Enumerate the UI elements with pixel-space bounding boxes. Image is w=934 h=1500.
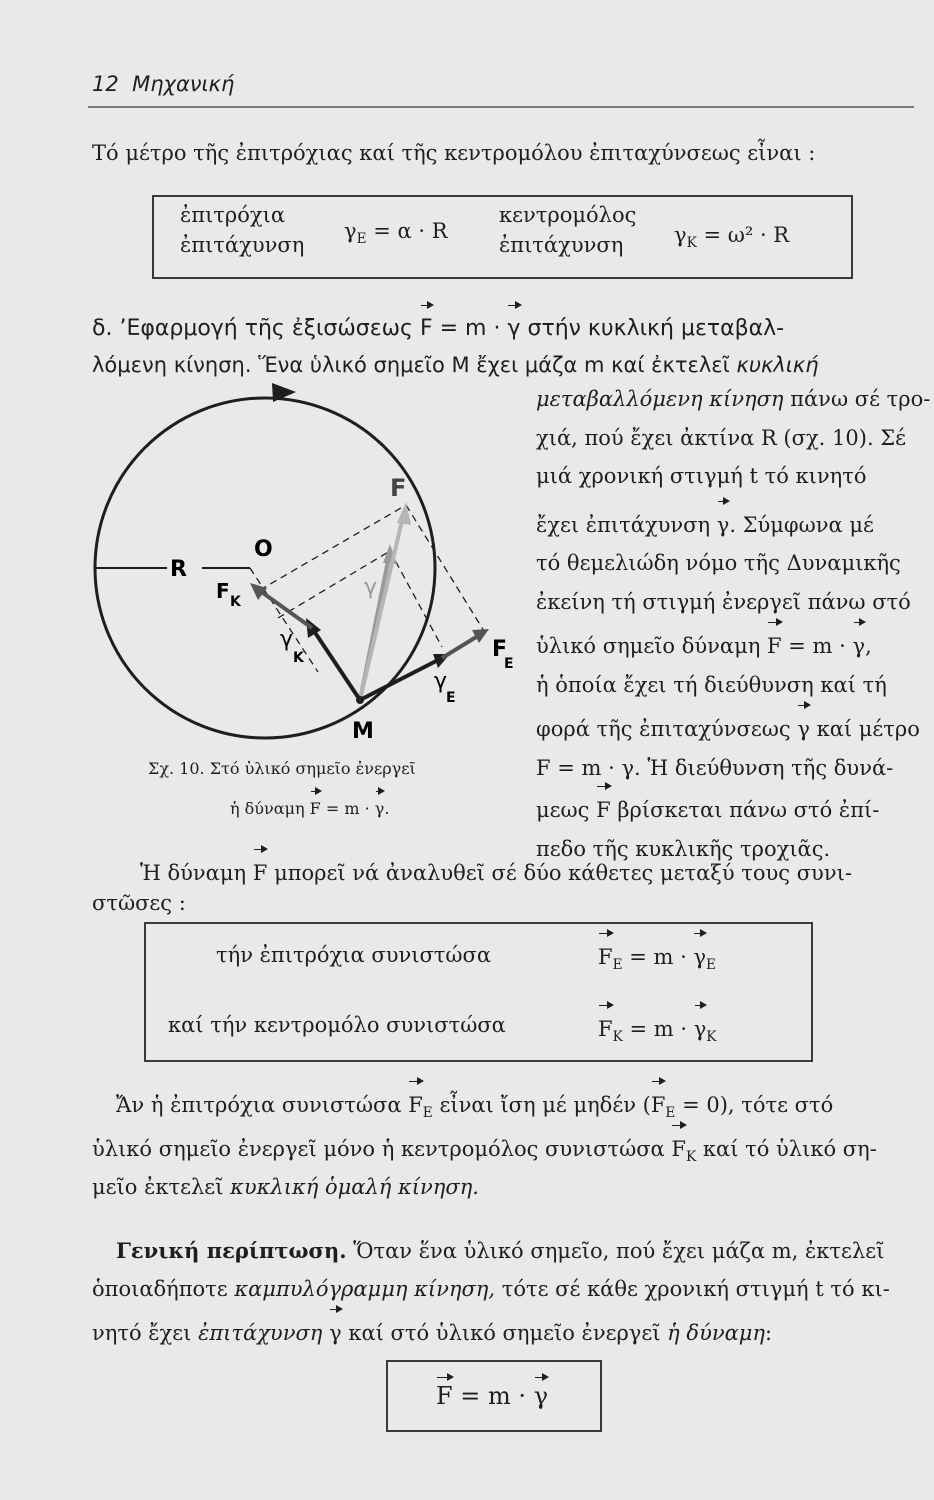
section-title: Μηχανική xyxy=(132,72,235,96)
label-gamma: γ xyxy=(364,575,378,600)
general-case-line2: ὁποιαδήποτε καμπυλόγραμμη κίνηση, τότε σέ κάθε χρονική στιγμή t τό κι- xyxy=(92,1277,890,1301)
newton-law-formula: F = m · γ xyxy=(436,1382,549,1410)
header-rule xyxy=(88,106,914,108)
label-gamma-e: γ xyxy=(434,669,448,694)
col-line: μεως F βρίσκεται πάνω στό ἐπί- xyxy=(536,787,908,830)
label-r: R xyxy=(170,557,187,582)
section-delta-line2: λόμενη κίνηση. Ἕνα ὑλικό σημεῖο Μ ἔχει μάζα m καί ἐκτελεῖ κυκλική xyxy=(92,353,819,377)
tangential-label-2: ἐπιτάχυνση xyxy=(180,233,305,257)
col-line: ὑλικό σημεῖο δύναμη F = m · γ, xyxy=(536,621,908,666)
figure-10-diagram xyxy=(90,380,520,760)
tangential-formula: $\gamma_E = \alpha \cdot R$ xyxy=(344,219,448,248)
col-line: φορά τῆς ἐπιταχύνσεως γ καί μέτρο xyxy=(536,704,908,749)
case-zero-line2: ὑλικό σημεῖο ἐνεργεῖ μόνο ἡ κεντρομόλος συνιστώσα $F_K$ καί τό ὑλικό ση- xyxy=(92,1130,877,1176)
centripetal-force-arrowhead xyxy=(250,583,267,600)
intro-text: Τό μέτρο τῆς ἐπιτρόχιας καί τῆς κεντρομόλου ἐπιταχύνσεως εἶναι : xyxy=(92,141,816,165)
newton-law-box xyxy=(386,1360,602,1432)
tangential-component-label: τήν ἐπιτρόχια συνιστώσα xyxy=(216,943,492,967)
centripetal-accel-vector xyxy=(312,628,360,700)
label-gamma-k-sub: K xyxy=(293,650,304,666)
tangential-component-formula: $F_E = m \cdot \gamma_E$ xyxy=(598,938,716,984)
magnitude-box xyxy=(152,195,853,279)
running-head xyxy=(92,72,234,96)
force-vector xyxy=(360,512,404,700)
label-fk-sub: K xyxy=(230,594,241,610)
col-line: ἔχει ἐπιτάχυνση γ. Σύμφωνα μέ xyxy=(536,496,908,545)
centripetal-component-formula: $F_K = m \cdot \gamma_K$ xyxy=(598,1010,716,1056)
label-m: M xyxy=(352,719,374,744)
point-m xyxy=(356,696,364,704)
label-gamma-k: γ xyxy=(280,627,294,652)
components-box xyxy=(144,922,813,1062)
col-line: τό θεμελιώδη νόμο τῆς Δυναμικῆς xyxy=(536,551,901,575)
label-gamma-e-sub: E xyxy=(446,690,456,706)
case-zero-line3: μεῖο ἐκτελεῖ κυκλική ὁμαλή κίνηση. xyxy=(92,1175,479,1199)
section-delta-heading: δ. ’Εφαρμογή τῆς ἐξισώσεως F = m · γ στήν κυκλική μεταβαλ- xyxy=(92,310,784,348)
label-f: F xyxy=(390,474,407,502)
label-fe-sub: E xyxy=(504,656,514,672)
col-line: ἡ ὁποία ἔχει τή διεύθυνση καί τή xyxy=(536,672,887,697)
figure-caption-line1: Σχ. 10. Στό ὑλικό σημεῖο ἐνεργεῖ xyxy=(148,759,416,778)
col-line: χιά, πού ἔχει ἀκτίνα R (σχ. 10). Σέ xyxy=(536,425,907,450)
general-case-line1: Γενική περίπτωση. Ὅταν ἕνα ὑλικό σημεῖο, πού ἔχει μάζα m, ἐκτελεῖ xyxy=(116,1238,885,1263)
force-arrowhead xyxy=(397,502,411,525)
decomposition-line2: στῶσες : xyxy=(92,891,186,915)
col-line: F = m · γ. Ἡ διεύθυνση τῆς δυνά- xyxy=(536,755,894,780)
centripetal-formula: $\gamma_K = \omega^2 \cdot R$ xyxy=(674,223,790,252)
tangential-accel-vector xyxy=(360,658,442,700)
label-fk: F xyxy=(216,579,230,603)
centripetal-label-2: ἐπιτάχυνση xyxy=(499,233,624,257)
label-o: O xyxy=(254,537,273,562)
label-fe: F xyxy=(492,637,508,662)
centripetal-component-label: καί τήν κεντρομόλο συνιστώσα xyxy=(168,1013,506,1037)
col-line: ἐκείνη τή στιγμή ἐνεργεῖ πάνω στό xyxy=(536,589,911,614)
decomposition-line1: Ἡ δύναμη F μπορεῖ νά ἀναλυθεῖ σέ δύο κάθετες μεταξύ τους συνι- xyxy=(140,854,852,892)
page-number: 12 xyxy=(92,72,119,96)
figure-caption-line2: ἡ δύναμη F = m · γ. xyxy=(230,796,389,822)
col-line: μιά χρονική στιγμή t τό κινητό xyxy=(536,464,867,488)
general-case-line3: νητό ἔχει ἐπιτάχυνση γ καί στό ὑλικό σημεῖο ἐνεργεῖ ἡ δύναμη: xyxy=(92,1314,772,1352)
centripetal-force-vector xyxy=(256,588,312,628)
case-zero-line1: Ἄν ἡ ἐπιτρόχια συνιστώσα $F_E$ εἶναι ἴση μέ μηδέν $(F_E = 0)$, τότε στό xyxy=(116,1086,833,1132)
right-column xyxy=(536,380,931,868)
tangential-force-vector xyxy=(442,634,481,658)
col-line: μεταβαλλόμενη κίνηση πάνω σέ τρο- xyxy=(536,387,931,411)
tangential-label-1: ἐπιτρόχια xyxy=(180,203,286,227)
col-line: πεδο τῆς κυκλικῆς τροχιᾶς. xyxy=(536,836,831,861)
centripetal-label-1: κεντρομόλος xyxy=(499,203,637,227)
